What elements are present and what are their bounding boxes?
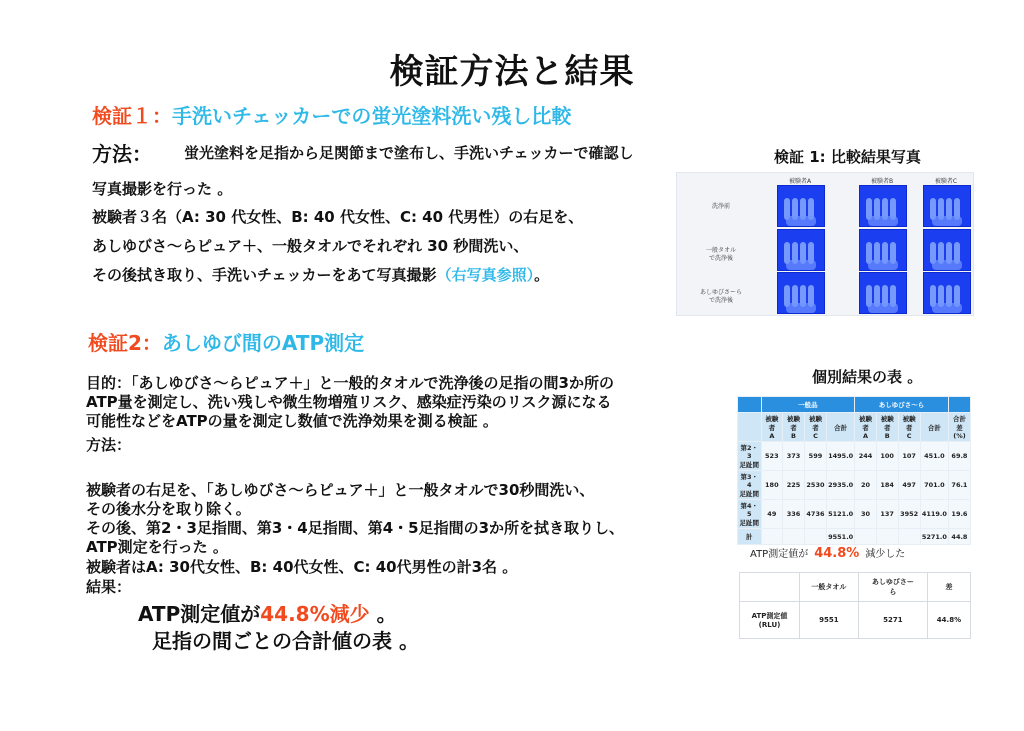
table-cell <box>855 529 877 545</box>
row-label: 第3・4 足趾間 <box>738 471 762 500</box>
verify2-body4: ATP測定を行った 。 <box>86 538 228 556</box>
foot-photo <box>859 229 907 271</box>
table-cell: 20 <box>855 471 877 500</box>
table-row <box>738 442 971 471</box>
table-cell: 19.6 <box>948 500 970 529</box>
verify2-result-line2: 足指の間ごとの合計値の表 。 <box>152 629 419 653</box>
table-cell: 44.8 <box>948 529 970 545</box>
subheader: 被験者 A <box>855 413 877 442</box>
photo-row-towel: 一般タオル で洗浄後 <box>705 247 736 262</box>
table-cell: 4119.0 <box>920 500 948 529</box>
row-label: 計 <box>738 529 762 545</box>
table-cell <box>898 529 920 545</box>
table-cell: 5271.0 <box>920 529 948 545</box>
table-cell: 2935.0 <box>827 471 855 500</box>
table-cell <box>783 529 805 545</box>
summary-value-towel: 9551 <box>799 602 858 639</box>
group-header-diff <box>948 397 970 413</box>
verify2-body1: 被験者の右足を、「あしゆびさ〜らピュア＋」と一般タオルで30秒間洗い、 <box>86 481 595 499</box>
table-cell: 4736 <box>804 500 826 529</box>
photo-row-before: 洗浄前 <box>711 203 730 210</box>
table-cell: 5121.0 <box>827 500 855 529</box>
foot-photo <box>777 272 825 314</box>
subheader: 合計 <box>920 413 948 442</box>
photo-caption: 検証 1: 比較結果写真 <box>774 148 921 166</box>
verify2-purpose1: 目的：「あしゆびさ〜らピュア＋」と一般的タオルで洗浄後の足指の間3か所の <box>86 374 614 392</box>
result-highlight: 44.8%減少 <box>260 602 370 626</box>
verify2-result-line1 <box>138 598 397 627</box>
table-cell: 373 <box>783 442 805 471</box>
table-cell: 137 <box>876 500 898 529</box>
table-cell: 701.0 <box>920 471 948 500</box>
verify2-heading <box>88 327 364 356</box>
subheader: 被験者 A <box>761 413 783 442</box>
subheader: 合計 <box>827 413 855 442</box>
result-end: 。 <box>369 602 397 626</box>
verify1-method-line2: 写真撮影を行った 。 <box>92 180 233 198</box>
atp-summary-line <box>750 545 905 561</box>
result-prefix: ATP測定値が <box>138 602 261 626</box>
verify2-body2: その後水分を取り除く。 <box>86 500 251 518</box>
foot-photo <box>777 185 825 227</box>
verify1-method-line5 <box>92 264 549 285</box>
comparison-photo <box>676 172 974 316</box>
foot-photo <box>923 185 971 227</box>
table-cell: 1495.0 <box>827 442 855 471</box>
group-header-general: 一般品 <box>761 397 855 413</box>
table-cell: 451.0 <box>920 442 948 471</box>
atp-summary-value: 44.8% <box>814 546 860 561</box>
verify2-body3: その後、第2・3足指間、第3・4足指間、第4・5足指間の3か所を拭き取りし、 <box>86 519 625 537</box>
table-cell: 184 <box>876 471 898 500</box>
individual-caption: 個別結果の表 。 <box>812 368 923 386</box>
summary-header-ashiyubi: あしゆびさー ら <box>858 573 927 602</box>
photo-col-b: 被験者B <box>870 178 894 185</box>
subheader-corner <box>738 413 762 442</box>
summary-value-ashiyubi: 5271 <box>858 602 927 639</box>
table-cell: 497 <box>898 471 920 500</box>
photo-col-c: 被験者C <box>934 178 958 185</box>
atp-summary-prefix: ATP測定値が <box>750 549 809 560</box>
table-cell <box>804 529 826 545</box>
table-cell: 30 <box>855 500 877 529</box>
subheader: 被験者 C <box>804 413 826 442</box>
summary-value-diff: 44.8% <box>927 602 970 639</box>
verify2-title: あしゆび間のATP測定 <box>161 331 365 355</box>
table-row <box>738 500 971 529</box>
verify1-method-label: 方法： <box>92 142 152 166</box>
verify2-body5: 被験者はA: 30代女性、B: 40代女性、C: 40代男性の計3名 。 <box>86 558 518 576</box>
table-cell <box>876 529 898 545</box>
foot-photo <box>777 229 825 271</box>
see-photo-link[interactable]: （右写真参照） <box>436 266 535 284</box>
table-row <box>740 602 971 639</box>
photo-row-ashiyubi: あしゆびさーら で洗浄後 <box>699 289 742 304</box>
foot-photo <box>923 272 971 314</box>
table-cell: 599 <box>804 442 826 471</box>
foot-photo <box>859 185 907 227</box>
table-cell: 336 <box>783 500 805 529</box>
table-cell: 225 <box>783 471 805 500</box>
table-cell: 49 <box>761 500 783 529</box>
verify2-purpose2: ATP量を測定し、洗い残しや微生物増殖リスク、感染症汚染のリスク源になる <box>86 393 612 411</box>
atp-summary-suffix: 減少した <box>865 549 906 560</box>
subheader: 被験者 C <box>898 413 920 442</box>
foot-photo <box>859 272 907 314</box>
table-cell: 100 <box>876 442 898 471</box>
summary-row-label: ATP測定値 (RLU) <box>740 602 800 639</box>
photo-col-a: 被験者A <box>788 178 812 185</box>
verify2-method-label: 方法： <box>86 436 132 454</box>
summary-header-towel: 一般タオル <box>799 573 858 602</box>
table-cell: 107 <box>898 442 920 471</box>
table-cell: 180 <box>761 471 783 500</box>
atp-summary-table <box>739 572 971 639</box>
table-cell: 523 <box>761 442 783 471</box>
verify1-method-line3: 被験者３名（A: 30 代女性、B: 40 代女性、C: 40 代男性）の右足を、 <box>92 208 584 226</box>
table-row <box>738 529 971 545</box>
table-row <box>738 471 971 500</box>
subheader: 被験者 B <box>783 413 805 442</box>
verify1-method-line5-text: その後拭き取り、手洗いチェッカーをあて写真撮影 <box>92 266 437 284</box>
verify1-method-line4: あしゆびさ〜らピュア＋、一般タオルでそれぞれ 30 秒間洗い、 <box>92 237 529 255</box>
group-header-ashiyubi: あしゆびさ〜ら <box>855 397 949 413</box>
subheader: 被験者 B <box>876 413 898 442</box>
verify1-number: 検証１： <box>92 104 172 128</box>
page-title: 検証方法と結果 <box>389 52 635 92</box>
table-cell: 3952 <box>898 500 920 529</box>
verify1-title: 手洗いチェッカーでの蛍光塗料洗い残し比較 <box>172 104 572 128</box>
table-cell: 69.8 <box>948 442 970 471</box>
table-cell: 9551.0 <box>827 529 855 545</box>
row-label: 第2・3 足趾間 <box>738 442 762 471</box>
verify2-number: 検証2： <box>88 331 162 355</box>
summary-header-diff: 差 <box>927 573 970 602</box>
table-cell <box>761 529 783 545</box>
verify1-method-line5-end: 。 <box>534 266 550 284</box>
table-cell: 244 <box>855 442 877 471</box>
verify2-purpose3: 可能性などをATPの量を測定し数値で洗浄効果を測る検証 。 <box>86 412 498 430</box>
table-corner <box>738 397 762 413</box>
verify1-method-line1: 蛍光塗料を足指から足関節まで塗布し、手洗いチェッカーで確認し <box>184 144 634 162</box>
subheader: 合計差 (%) <box>948 413 970 442</box>
summary-corner <box>740 573 800 602</box>
row-label: 第4・5 足趾間 <box>738 500 762 529</box>
individual-results-table <box>737 396 971 545</box>
table-cell: 76.1 <box>948 471 970 500</box>
foot-photo <box>923 229 971 271</box>
table-cell: 2530 <box>804 471 826 500</box>
verify2-result-label: 結果： <box>86 578 132 596</box>
verify1-heading <box>92 100 571 129</box>
